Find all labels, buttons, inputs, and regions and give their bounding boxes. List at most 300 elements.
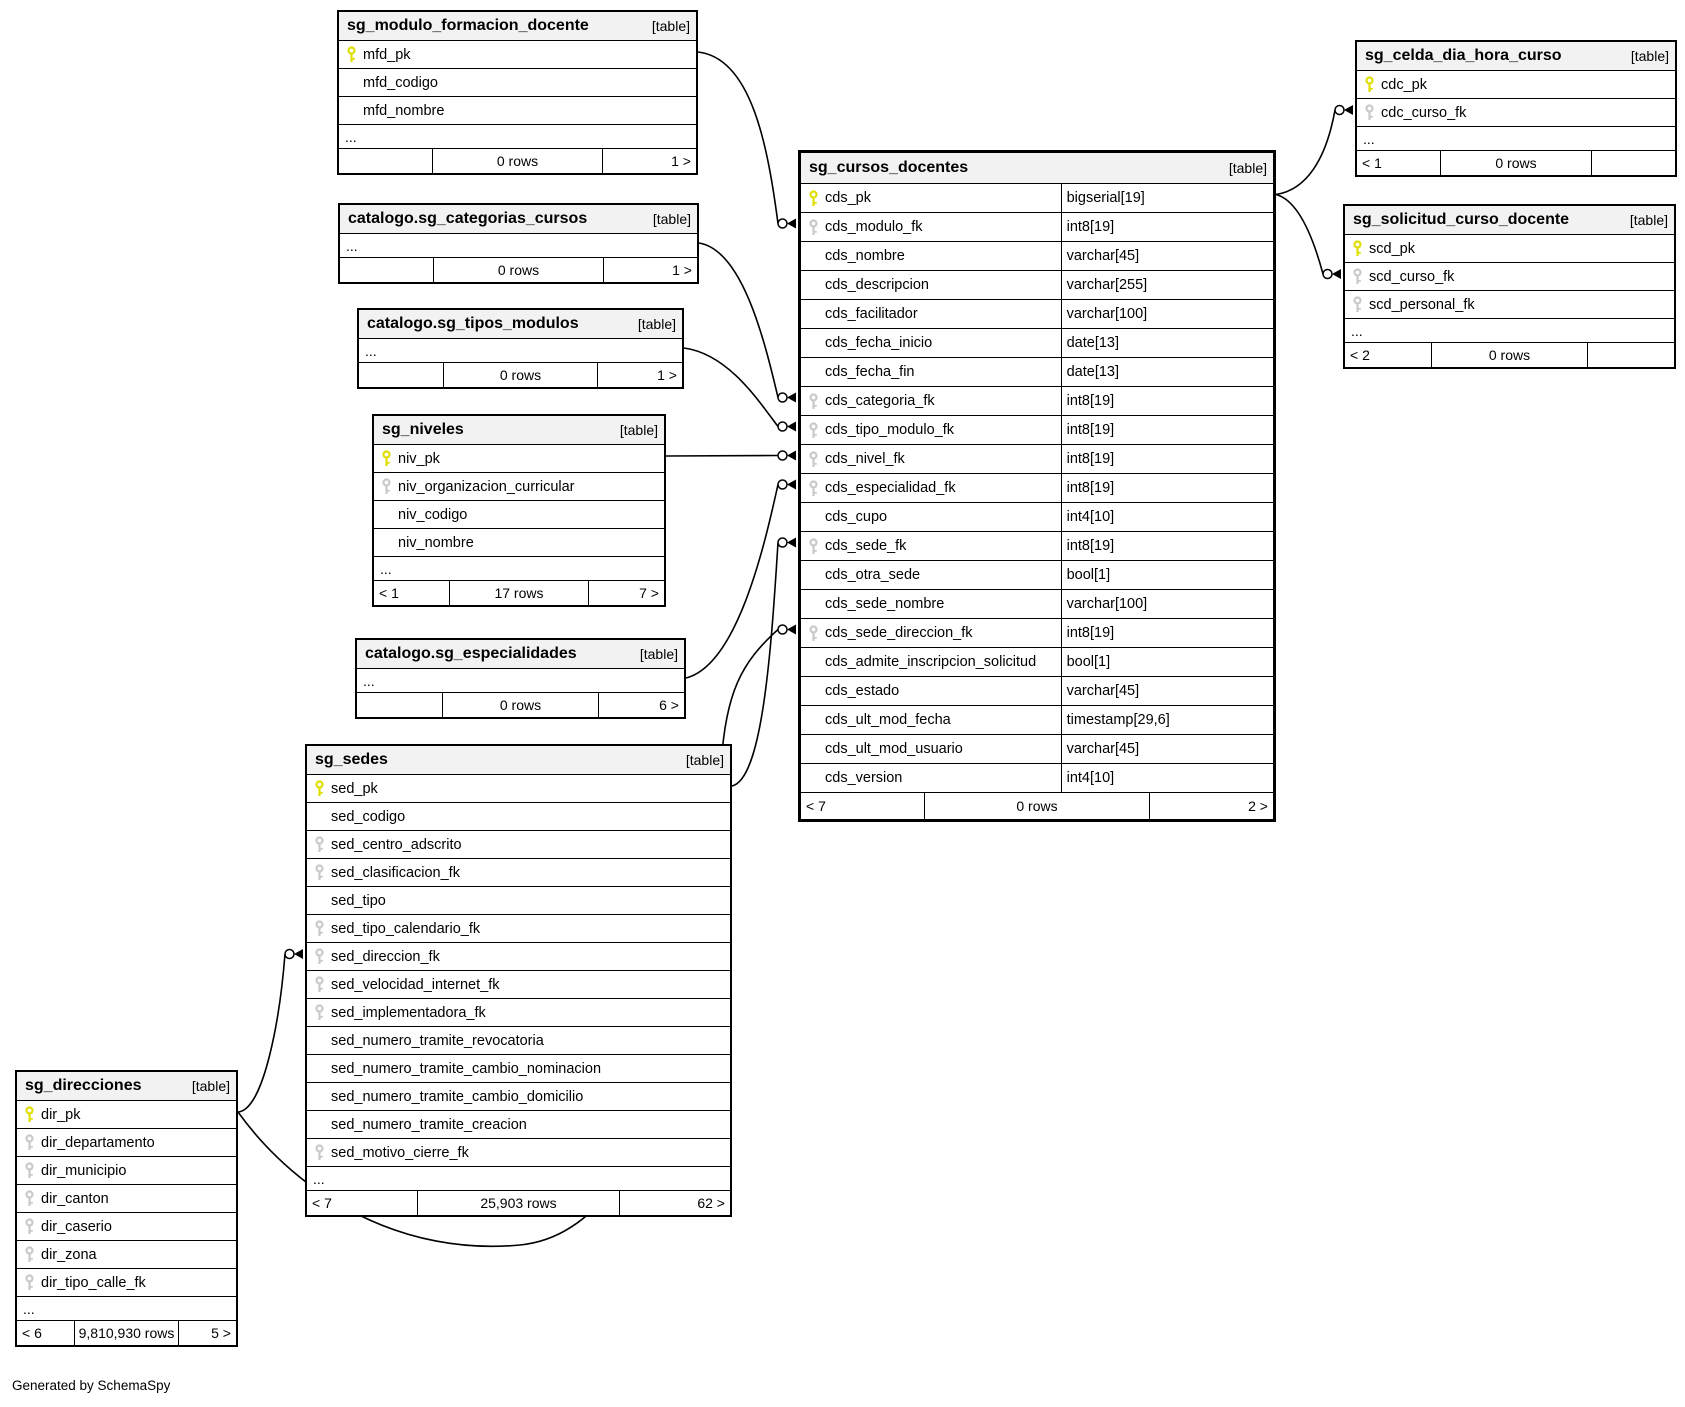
table-name[interactable]: sg_niveles bbox=[382, 421, 464, 438]
column-row bbox=[307, 858, 730, 886]
footer-row-count: 0 rows bbox=[432, 149, 603, 173]
column-row bbox=[1345, 262, 1674, 290]
column-name: sed_implementadora_fk bbox=[331, 1004, 486, 1021]
footer-row-count: 0 rows bbox=[433, 258, 604, 282]
table-footer bbox=[374, 580, 664, 605]
foreign-key-icon bbox=[801, 445, 825, 473]
column-row bbox=[801, 618, 1273, 647]
table-sg_niveles bbox=[372, 414, 666, 607]
table-type-tag: [table] bbox=[1630, 48, 1669, 64]
column-type: varchar[255] bbox=[1061, 271, 1273, 299]
column-row bbox=[801, 705, 1273, 734]
fk-circle-icon bbox=[1335, 106, 1344, 115]
column-row bbox=[801, 386, 1273, 415]
footer-row-count: 25,903 rows bbox=[417, 1191, 620, 1215]
key-slot-empty bbox=[801, 735, 825, 763]
foreign-key-icon bbox=[374, 473, 398, 500]
column-type: int8[19] bbox=[1061, 416, 1273, 444]
column-row bbox=[801, 415, 1273, 444]
table-name[interactable]: catalogo.sg_categorias_cursos bbox=[348, 210, 588, 227]
column-type: varchar[45] bbox=[1061, 735, 1273, 763]
fk-circle-icon bbox=[778, 538, 787, 547]
footer-degree-left: < 1 bbox=[1362, 155, 1382, 171]
column-row bbox=[374, 444, 664, 472]
column-row bbox=[801, 241, 1273, 270]
ellipsis-row: ... bbox=[1345, 318, 1674, 342]
relationship-edge bbox=[684, 348, 778, 427]
column-row bbox=[374, 528, 664, 556]
column-row bbox=[801, 183, 1273, 212]
foreign-key-icon bbox=[307, 831, 331, 858]
foreign-key-icon bbox=[801, 474, 825, 502]
relationship-edge bbox=[699, 243, 778, 398]
column-name: sed_pk bbox=[331, 780, 378, 797]
fk-circle-icon bbox=[778, 625, 787, 634]
table-header bbox=[1357, 42, 1675, 70]
column-type: int8[19] bbox=[1061, 387, 1273, 415]
column-name: cds_fecha_fin bbox=[825, 364, 915, 380]
column-type: int8[19] bbox=[1061, 474, 1273, 502]
foreign-key-icon bbox=[801, 387, 825, 415]
footer-degree-left: < 7 bbox=[312, 1195, 332, 1211]
column-type: varchar[45] bbox=[1061, 242, 1273, 270]
table-sg_solicitud_curso_docente bbox=[1343, 204, 1676, 369]
column-row bbox=[17, 1268, 236, 1296]
column-row bbox=[17, 1156, 236, 1184]
column-row bbox=[1357, 70, 1675, 98]
key-slot-empty bbox=[307, 1083, 331, 1110]
column-row bbox=[17, 1184, 236, 1212]
column-row bbox=[17, 1212, 236, 1240]
table-name[interactable]: sg_cursos_docentes bbox=[809, 159, 969, 176]
table-catalogo.sg_tipos_modulos bbox=[357, 308, 684, 389]
primary-key-icon bbox=[801, 184, 825, 212]
column-row bbox=[374, 500, 664, 528]
foreign-key-icon bbox=[801, 532, 825, 560]
generated-by-note: Generated by SchemaSpy bbox=[12, 1378, 171, 1393]
table-catalogo.sg_especialidades bbox=[355, 638, 686, 719]
column-row bbox=[1345, 290, 1674, 318]
column-row bbox=[307, 886, 730, 914]
footer-degree-right: 1 > bbox=[672, 262, 692, 278]
column-name: dir_zona bbox=[41, 1246, 97, 1263]
column-row bbox=[339, 68, 696, 96]
key-slot-empty bbox=[801, 271, 825, 299]
column-name: cdc_curso_fk bbox=[1381, 104, 1467, 121]
column-name: sed_motivo_cierre_fk bbox=[331, 1144, 469, 1161]
column-row bbox=[801, 357, 1273, 386]
table-footer bbox=[17, 1320, 236, 1345]
relationship-edge bbox=[238, 954, 285, 1112]
foreign-key-icon bbox=[17, 1269, 41, 1296]
column-row bbox=[801, 270, 1273, 299]
column-name: niv_organizacion_curricular bbox=[398, 478, 575, 495]
column-name: niv_pk bbox=[398, 450, 440, 467]
table-header bbox=[307, 746, 730, 774]
table-type-tag: [table] bbox=[1629, 212, 1668, 228]
fk-arrowhead-icon bbox=[787, 451, 796, 461]
key-slot-empty bbox=[801, 358, 825, 386]
column-type: timestamp[29,6] bbox=[1061, 706, 1273, 734]
footer-degree-left bbox=[340, 258, 433, 282]
relationship-edge bbox=[732, 543, 778, 787]
column-name: sed_centro_adscrito bbox=[331, 836, 462, 853]
table-footer bbox=[339, 148, 696, 173]
column-name: cds_sede_fk bbox=[825, 538, 907, 554]
foreign-key-icon bbox=[17, 1185, 41, 1212]
column-row bbox=[801, 473, 1273, 502]
column-name: sed_numero_tramite_creacion bbox=[331, 1116, 527, 1133]
column-name: cds_tipo_modulo_fk bbox=[825, 422, 954, 438]
column-name: cds_ult_mod_usuario bbox=[825, 741, 963, 757]
key-slot-empty bbox=[801, 503, 825, 531]
column-row bbox=[801, 328, 1273, 357]
key-slot-empty bbox=[801, 561, 825, 589]
key-slot-empty bbox=[339, 69, 363, 96]
key-slot-empty bbox=[307, 803, 331, 830]
table-type-tag: [table] bbox=[652, 211, 691, 227]
foreign-key-icon bbox=[307, 943, 331, 970]
column-name: cds_ult_mod_fecha bbox=[825, 712, 951, 728]
fk-circle-icon bbox=[778, 480, 787, 489]
column-name: cds_otra_sede bbox=[825, 567, 921, 583]
foreign-key-icon bbox=[307, 971, 331, 998]
footer-degree-left bbox=[359, 363, 443, 387]
relationship-edge bbox=[666, 456, 778, 457]
column-name: sed_tipo bbox=[331, 892, 386, 909]
relationship-edge bbox=[1276, 110, 1335, 195]
table-footer bbox=[357, 692, 684, 717]
fk-arrowhead-icon bbox=[1344, 105, 1353, 115]
primary-key-icon bbox=[307, 775, 331, 802]
column-name: cds_modulo_fk bbox=[825, 219, 923, 235]
column-name: cds_nivel_fk bbox=[825, 451, 905, 467]
relationship-edge bbox=[698, 52, 778, 224]
ellipsis-row: ... bbox=[17, 1296, 236, 1320]
table-type-tag: [table] bbox=[685, 752, 724, 768]
key-slot-empty bbox=[801, 648, 825, 676]
foreign-key-icon bbox=[801, 213, 825, 241]
table-name[interactable]: sg_celda_dia_hora_curso bbox=[1365, 47, 1562, 64]
column-type: date[13] bbox=[1061, 358, 1273, 386]
table-sg_modulo_formacion_docente bbox=[337, 10, 698, 175]
fk-arrowhead-icon bbox=[294, 949, 303, 959]
column-name: dir_departamento bbox=[41, 1134, 155, 1151]
column-row bbox=[801, 444, 1273, 473]
column-row bbox=[307, 998, 730, 1026]
table-header bbox=[1345, 206, 1674, 234]
column-row bbox=[307, 1026, 730, 1054]
column-name: sed_clasificacion_fk bbox=[331, 864, 460, 881]
column-name: scd_curso_fk bbox=[1369, 268, 1455, 285]
footer-degree-left: < 1 bbox=[379, 585, 399, 601]
footer-degree-right: 1 > bbox=[671, 153, 691, 169]
table-type-tag: [table] bbox=[639, 646, 678, 662]
table-footer bbox=[1345, 342, 1674, 367]
foreign-key-icon bbox=[17, 1241, 41, 1268]
table-header bbox=[17, 1072, 236, 1100]
footer-degree-left: < 6 bbox=[22, 1325, 42, 1341]
column-row bbox=[307, 1110, 730, 1138]
footer-degree-left bbox=[339, 149, 432, 173]
ellipsis-row: ... bbox=[307, 1166, 730, 1190]
column-row bbox=[801, 560, 1273, 589]
table-name[interactable]: sg_modulo_formacion_docente bbox=[347, 17, 589, 34]
column-row bbox=[801, 676, 1273, 705]
column-row bbox=[307, 802, 730, 830]
table-header bbox=[374, 416, 664, 444]
column-name: scd_pk bbox=[1369, 240, 1415, 257]
column-type: bool[1] bbox=[1061, 561, 1273, 589]
column-name: cds_sede_direccion_fk bbox=[825, 625, 973, 641]
column-row bbox=[339, 96, 696, 124]
footer-row-count: 9,810,930 rows bbox=[74, 1321, 179, 1345]
ellipsis-row: ... bbox=[359, 338, 682, 362]
column-name: dir_caserio bbox=[41, 1218, 112, 1235]
column-name: cds_version bbox=[825, 770, 903, 786]
footer-row-count: 0 rows bbox=[1431, 343, 1589, 367]
column-row bbox=[17, 1100, 236, 1128]
foreign-key-icon bbox=[307, 859, 331, 886]
table-footer bbox=[801, 792, 1273, 819]
footer-row-count: 17 rows bbox=[449, 581, 588, 605]
footer-degree-right: 62 > bbox=[697, 1195, 725, 1211]
fk-circle-icon bbox=[285, 950, 294, 959]
key-slot-empty bbox=[307, 1027, 331, 1054]
footer-row-count: 0 rows bbox=[443, 363, 598, 387]
column-row bbox=[801, 212, 1273, 241]
column-name: mfd_pk bbox=[363, 46, 411, 63]
footer-row-count: 0 rows bbox=[1440, 151, 1593, 175]
column-name: mfd_codigo bbox=[363, 74, 438, 91]
column-name: cds_nombre bbox=[825, 248, 905, 264]
key-slot-empty bbox=[374, 501, 398, 528]
foreign-key-icon bbox=[1345, 263, 1369, 290]
table-sg_sedes bbox=[305, 744, 732, 1217]
table-name[interactable]: sg_sedes bbox=[315, 751, 388, 768]
footer-degree-right: 7 > bbox=[639, 585, 659, 601]
table-type-tag: [table] bbox=[619, 422, 658, 438]
column-row bbox=[374, 472, 664, 500]
footer-degree-left: < 7 bbox=[806, 798, 826, 814]
footer-degree-left: < 2 bbox=[1350, 347, 1370, 363]
table-name[interactable]: catalogo.sg_tipos_modulos bbox=[367, 315, 579, 332]
column-name: cdc_pk bbox=[1381, 76, 1427, 93]
column-row bbox=[307, 942, 730, 970]
key-slot-empty bbox=[307, 1055, 331, 1082]
column-type: varchar[100] bbox=[1061, 590, 1273, 618]
foreign-key-icon bbox=[1345, 291, 1369, 318]
footer-degree-right: 6 > bbox=[659, 697, 679, 713]
key-slot-empty bbox=[801, 300, 825, 328]
column-name: cds_cupo bbox=[825, 509, 888, 525]
fk-circle-icon bbox=[778, 451, 787, 460]
foreign-key-icon bbox=[801, 619, 825, 647]
column-name: dir_canton bbox=[41, 1190, 109, 1207]
key-slot-empty bbox=[801, 329, 825, 357]
key-slot-empty bbox=[801, 242, 825, 270]
table-catalogo.sg_categorias_cursos bbox=[338, 203, 699, 284]
column-row bbox=[801, 763, 1273, 792]
column-type: int8[19] bbox=[1061, 213, 1273, 241]
footer-degree-right: 5 > bbox=[211, 1325, 231, 1341]
column-name: niv_nombre bbox=[398, 534, 474, 551]
fk-arrowhead-icon bbox=[787, 219, 796, 229]
foreign-key-icon bbox=[1357, 99, 1381, 126]
table-sg_cursos_docentes bbox=[798, 150, 1276, 822]
column-name: cds_fecha_inicio bbox=[825, 335, 933, 351]
fk-arrowhead-icon bbox=[787, 393, 796, 403]
key-slot-empty bbox=[801, 677, 825, 705]
foreign-key-icon bbox=[17, 1213, 41, 1240]
footer-degree-left bbox=[357, 693, 442, 717]
fk-circle-icon bbox=[778, 393, 787, 402]
table-sg_celda_dia_hora_curso bbox=[1355, 40, 1677, 177]
footer-degree-right: 1 > bbox=[657, 367, 677, 383]
column-type: varchar[100] bbox=[1061, 300, 1273, 328]
foreign-key-icon bbox=[307, 915, 331, 942]
primary-key-icon bbox=[339, 41, 363, 68]
column-name: cds_admite_inscripcion_solicitud bbox=[825, 654, 1037, 670]
relationship-edge bbox=[1276, 195, 1323, 275]
column-name: mfd_nombre bbox=[363, 102, 445, 119]
column-row bbox=[307, 914, 730, 942]
column-type: date[13] bbox=[1061, 329, 1273, 357]
fk-arrowhead-icon bbox=[787, 422, 796, 432]
ellipsis-row: ... bbox=[1357, 126, 1675, 150]
column-name: cds_sede_nombre bbox=[825, 596, 945, 612]
key-slot-empty bbox=[801, 590, 825, 618]
column-row bbox=[801, 299, 1273, 328]
column-name: scd_personal_fk bbox=[1369, 296, 1475, 313]
key-slot-empty bbox=[307, 887, 331, 914]
column-type: varchar[45] bbox=[1061, 677, 1273, 705]
table-type-tag: [table] bbox=[1228, 160, 1267, 176]
foreign-key-icon bbox=[307, 1139, 331, 1166]
column-type: int8[19] bbox=[1061, 619, 1273, 647]
column-name: dir_tipo_calle_fk bbox=[41, 1274, 146, 1291]
footer-row-count: 0 rows bbox=[924, 793, 1151, 819]
column-name: cds_pk bbox=[825, 190, 871, 206]
ellipsis-row: ... bbox=[339, 124, 696, 148]
column-type: int4[10] bbox=[1061, 503, 1273, 531]
column-name: sed_codigo bbox=[331, 808, 406, 825]
fk-arrowhead-icon bbox=[787, 480, 796, 490]
table-header bbox=[801, 153, 1273, 183]
column-row bbox=[307, 830, 730, 858]
table-name[interactable]: sg_direcciones bbox=[25, 1077, 142, 1094]
column-row bbox=[801, 531, 1273, 560]
table-footer bbox=[307, 1190, 730, 1215]
column-name: sed_numero_tramite_cambio_nominacion bbox=[331, 1060, 602, 1077]
table-footer bbox=[359, 362, 682, 387]
column-name: cds_especialidad_fk bbox=[825, 480, 956, 496]
fk-arrowhead-icon bbox=[787, 625, 796, 635]
column-name: dir_pk bbox=[41, 1106, 81, 1123]
column-name: cds_facilitador bbox=[825, 306, 918, 322]
column-type: bool[1] bbox=[1061, 648, 1273, 676]
column-name: cds_estado bbox=[825, 683, 900, 699]
table-header bbox=[339, 12, 696, 40]
table-type-tag: [table] bbox=[651, 18, 690, 34]
fk-arrowhead-icon bbox=[1332, 269, 1341, 279]
ellipsis-row: ... bbox=[340, 233, 697, 257]
column-row bbox=[17, 1128, 236, 1156]
table-name[interactable]: catalogo.sg_especialidades bbox=[365, 645, 577, 662]
table-header bbox=[357, 640, 684, 668]
primary-key-icon bbox=[374, 445, 398, 472]
column-name: dir_municipio bbox=[41, 1162, 127, 1179]
key-slot-empty bbox=[801, 706, 825, 734]
foreign-key-icon bbox=[801, 416, 825, 444]
key-slot-empty bbox=[374, 529, 398, 556]
column-name: sed_tipo_calendario_fk bbox=[331, 920, 481, 937]
column-row bbox=[307, 1082, 730, 1110]
table-header bbox=[359, 310, 682, 338]
foreign-key-icon bbox=[17, 1129, 41, 1156]
footer-degree-right bbox=[1588, 343, 1674, 367]
key-slot-empty bbox=[801, 764, 825, 792]
column-name: cds_descripcion bbox=[825, 277, 929, 293]
column-name: sed_velocidad_internet_fk bbox=[331, 976, 500, 993]
column-row bbox=[1357, 98, 1675, 126]
table-sg_direcciones bbox=[15, 1070, 238, 1347]
footer-degree-right: 2 > bbox=[1248, 798, 1268, 814]
table-header bbox=[340, 205, 697, 233]
column-row bbox=[307, 1138, 730, 1166]
key-slot-empty bbox=[307, 1111, 331, 1138]
footer-degree-right bbox=[1592, 151, 1675, 175]
table-type-tag: [table] bbox=[191, 1078, 230, 1094]
footer-row-count: 0 rows bbox=[442, 693, 599, 717]
column-row bbox=[801, 589, 1273, 618]
key-slot-empty bbox=[339, 97, 363, 124]
column-type: int8[19] bbox=[1061, 445, 1273, 473]
fk-arrowhead-icon bbox=[787, 538, 796, 548]
column-type: int8[19] bbox=[1061, 532, 1273, 560]
column-row bbox=[801, 734, 1273, 763]
column-name: sed_numero_tramite_cambio_domicilio bbox=[331, 1088, 584, 1105]
column-name: niv_codigo bbox=[398, 506, 468, 523]
column-name: sed_numero_tramite_revocatoria bbox=[331, 1032, 544, 1049]
column-row bbox=[1345, 234, 1674, 262]
fk-circle-icon bbox=[778, 422, 787, 431]
fk-circle-icon bbox=[778, 219, 787, 228]
column-row bbox=[801, 502, 1273, 531]
column-row bbox=[17, 1240, 236, 1268]
column-name: sed_direccion_fk bbox=[331, 948, 440, 965]
column-name: cds_categoria_fk bbox=[825, 393, 935, 409]
table-name[interactable]: sg_solicitud_curso_docente bbox=[1353, 211, 1570, 228]
relationship-edge bbox=[686, 485, 778, 679]
primary-key-icon bbox=[1357, 71, 1381, 98]
column-row bbox=[339, 40, 696, 68]
foreign-key-icon bbox=[17, 1157, 41, 1184]
column-row bbox=[307, 774, 730, 802]
column-type: bigserial[19] bbox=[1061, 184, 1273, 212]
table-footer bbox=[340, 257, 697, 282]
fk-circle-icon bbox=[1323, 270, 1332, 279]
ellipsis-row: ... bbox=[374, 556, 664, 580]
column-row bbox=[307, 970, 730, 998]
primary-key-icon bbox=[1345, 235, 1369, 262]
foreign-key-icon bbox=[307, 999, 331, 1026]
column-row bbox=[307, 1054, 730, 1082]
column-row bbox=[801, 647, 1273, 676]
ellipsis-row: ... bbox=[357, 668, 684, 692]
column-type: int4[10] bbox=[1061, 764, 1273, 792]
table-footer bbox=[1357, 150, 1675, 175]
